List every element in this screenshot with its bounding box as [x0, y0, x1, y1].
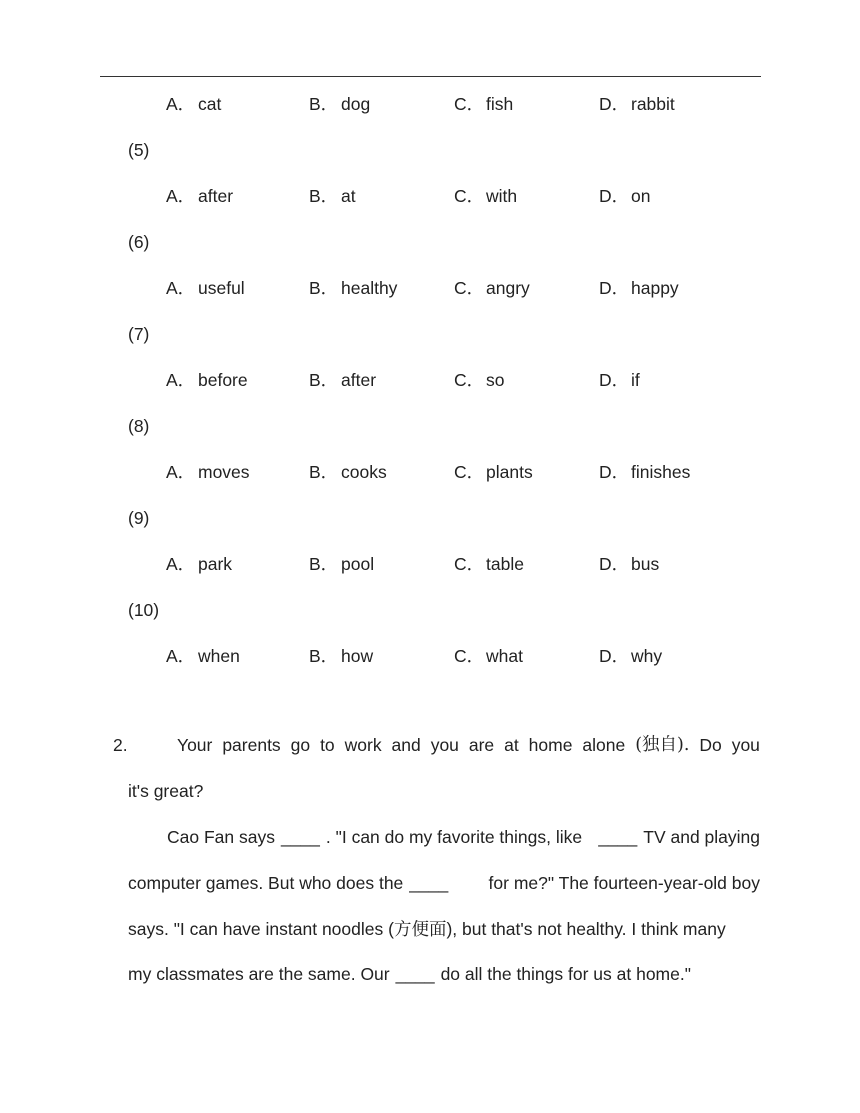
option-letter: A． — [166, 94, 196, 114]
option-text: what — [486, 646, 523, 666]
option-text: with — [486, 186, 518, 206]
option-b[interactable] — [309, 646, 373, 666]
option-c[interactable] — [454, 370, 504, 390]
question-2-number: 2. — [113, 735, 128, 755]
passage-line-2 — [128, 873, 760, 893]
question-number: (9) — [128, 508, 150, 528]
passage-text: says. "I can have instant noodles (方便面), but that's not healthy. I think many — [128, 919, 726, 940]
option-text: cooks — [341, 462, 387, 482]
option-letter: D． — [599, 278, 630, 298]
question-number: (8) — [128, 416, 150, 436]
option-c[interactable] — [454, 94, 513, 114]
option-text: when — [198, 646, 240, 666]
option-letter: D． — [599, 554, 630, 574]
option-b[interactable] — [309, 94, 370, 114]
option-text: moves — [198, 462, 250, 482]
word: to — [320, 735, 335, 755]
option-b[interactable] — [309, 186, 356, 206]
option-text: park — [198, 554, 233, 574]
option-letter: B． — [309, 186, 339, 206]
option-text: bus — [631, 554, 660, 574]
word: home — [528, 735, 573, 755]
option-letter: B． — [309, 462, 339, 482]
option-text: pool — [341, 554, 375, 574]
option-text: after — [198, 186, 234, 206]
option-a[interactable] — [166, 186, 233, 206]
option-letter: B． — [309, 278, 339, 298]
option-letter: D． — [599, 462, 630, 482]
option-letter: C． — [454, 554, 485, 574]
option-text: healthy — [341, 278, 398, 298]
word: at — [504, 735, 519, 755]
option-text: useful — [198, 278, 245, 298]
passage-line-4: my classmates are the same. Our ____ do all the things for us at home." — [128, 964, 691, 984]
chinese-gloss: 方便面 — [393, 920, 447, 940]
passage-text: computer games. But who does the ____ — [128, 873, 449, 893]
option-letter: C． — [454, 462, 485, 482]
option-c[interactable] — [454, 554, 524, 574]
option-text: angry — [486, 278, 530, 298]
option-a[interactable] — [166, 554, 232, 574]
option-d[interactable] — [599, 186, 650, 206]
option-letter: B． — [309, 370, 339, 390]
option-letter: D． — [599, 646, 630, 666]
word: you — [430, 735, 459, 755]
option-letter: C． — [454, 646, 485, 666]
option-c[interactable] — [454, 462, 533, 482]
option-text: on — [631, 186, 651, 206]
option-letter: A． — [166, 186, 196, 206]
passage-line-3 — [128, 919, 760, 940]
question-number: (6) — [128, 232, 150, 252]
option-letter: A． — [166, 278, 196, 298]
option-letter: C． — [454, 186, 485, 206]
option-letter: B． — [309, 554, 339, 574]
option-text: table — [486, 554, 524, 574]
option-text: so — [486, 370, 505, 390]
option-letter: D． — [599, 94, 630, 114]
option-b[interactable] — [309, 370, 376, 390]
answer-blank-4[interactable]: ____ — [395, 964, 435, 984]
option-text: happy — [631, 278, 679, 298]
word: and — [391, 735, 421, 755]
word: go — [290, 735, 311, 755]
option-letter: C． — [454, 94, 485, 114]
option-a[interactable] — [166, 370, 248, 390]
option-c[interactable] — [454, 278, 530, 298]
option-text: before — [198, 370, 248, 390]
question-2-line-1 — [177, 735, 760, 755]
word: alone — [582, 735, 626, 755]
option-d[interactable] — [599, 278, 679, 298]
option-d[interactable] — [599, 646, 662, 666]
option-letter: D． — [599, 186, 630, 206]
option-letter: A． — [166, 554, 196, 574]
word: (独自). — [635, 735, 690, 755]
option-text: fish — [486, 94, 514, 114]
header-rule — [100, 76, 761, 77]
option-text: if — [631, 370, 640, 390]
passage-text: for me?" The fourteen-year-old boy — [488, 873, 760, 893]
option-text: at — [341, 186, 356, 206]
option-text: dog — [341, 94, 371, 114]
option-b[interactable] — [309, 278, 397, 298]
option-c[interactable] — [454, 646, 523, 666]
question-number: (7) — [128, 324, 150, 344]
answer-blank-1[interactable]: ____ — [280, 827, 320, 847]
option-text: cat — [198, 94, 222, 114]
passage-text: ____ TV and playing — [598, 827, 760, 847]
option-d[interactable] — [599, 94, 675, 114]
option-a[interactable] — [166, 646, 240, 666]
option-a[interactable] — [166, 278, 245, 298]
passage-text: Cao Fan says ____ . "I can do my favorite things, like — [167, 827, 583, 847]
option-text: rabbit — [631, 94, 675, 114]
option-d[interactable] — [599, 462, 690, 482]
option-letter: C． — [454, 278, 485, 298]
option-text: finishes — [631, 462, 691, 482]
option-c[interactable] — [454, 186, 517, 206]
passage-line-1 — [167, 827, 760, 847]
word: are — [468, 735, 495, 755]
word: Your — [177, 735, 213, 755]
option-b[interactable] — [309, 554, 374, 574]
option-text: why — [631, 646, 663, 666]
option-letter: D． — [599, 370, 630, 390]
option-letter: A． — [166, 646, 196, 666]
option-text: after — [341, 370, 377, 390]
option-text: plants — [486, 462, 533, 482]
word: parents — [222, 735, 281, 755]
answer-blank-3[interactable]: ____ — [409, 873, 449, 893]
option-letter: B． — [309, 646, 339, 666]
question-2-line-2: it's great? — [128, 781, 204, 801]
word: you — [731, 735, 760, 755]
option-a[interactable] — [166, 462, 250, 482]
word: Do — [699, 735, 722, 755]
option-d[interactable] — [599, 370, 640, 390]
question-number: (10) — [128, 600, 160, 620]
option-d[interactable] — [599, 554, 659, 574]
option-letter: C． — [454, 370, 485, 390]
option-text: how — [341, 646, 374, 666]
option-letter: A． — [166, 462, 196, 482]
option-letter: B． — [309, 94, 339, 114]
word: work — [344, 735, 382, 755]
option-b[interactable] — [309, 462, 387, 482]
option-a[interactable] — [166, 94, 221, 114]
answer-blank-2[interactable]: ____ — [598, 827, 638, 847]
question-number: (5) — [128, 140, 150, 160]
option-letter: A． — [166, 370, 196, 390]
